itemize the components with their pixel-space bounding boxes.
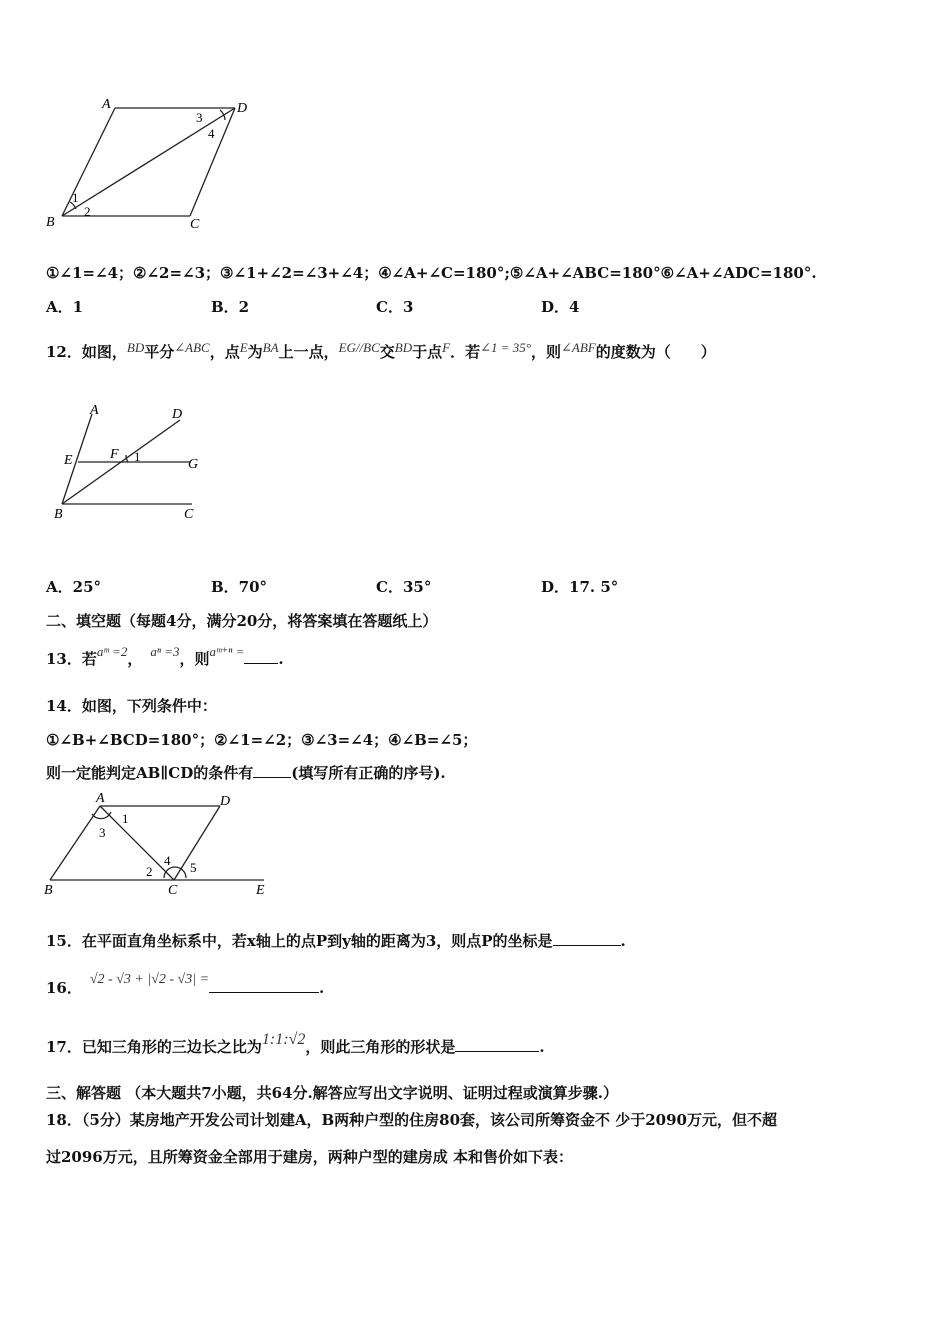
q12-option-c: C．35° <box>376 578 432 596</box>
q13-expr-2: aⁿ =3 <box>150 644 180 659</box>
q11-option-b: B．2 <box>211 298 250 316</box>
angle-2-label: 2 <box>84 204 91 219</box>
q14-title: 14．如图，下列条件中： <box>46 697 217 715</box>
label-G: G <box>188 457 199 472</box>
q16-answer-blank <box>209 978 319 993</box>
label-C: C <box>168 883 178 898</box>
label-D: D <box>172 407 183 422</box>
q13-expr-3: aᵐ⁺ⁿ = <box>209 644 245 659</box>
angle-4-label: 4 <box>208 126 215 141</box>
label-A: A <box>90 403 99 418</box>
label-B: B <box>44 883 53 898</box>
q11-option-c: C．3 <box>376 298 414 316</box>
angle-1-label: 1 <box>72 190 79 205</box>
q15-answer-blank <box>553 931 621 946</box>
q11-option-a: A．1 <box>46 298 84 316</box>
label-C: C <box>190 217 200 232</box>
label-D: D <box>237 101 248 116</box>
q14-conditions: ①∠B+∠BCD=180°；②∠1=∠2；③∠3=∠4；④∠B=∠5； <box>46 731 478 749</box>
q12-stem: 12．如图，BD平分∠ABC，点E为BA上一点，EG//BC交BD于点F．若∠1 = 35°，则∠ABF的度数为（ ） <box>46 340 716 361</box>
angle-2-label: 2 <box>146 864 153 879</box>
angle-3-label: 3 <box>99 825 106 840</box>
q17-ratio: 1:1:√2 <box>261 1031 306 1048</box>
section-3-heading: 三、解答题 （本大题共7小题，共64分.解答应写出文字说明、证明过程或演算步骤.） <box>46 1084 618 1102</box>
q13-expr-1: aᵐ =2 <box>96 644 128 659</box>
angle-1-label: 1 <box>122 811 129 826</box>
q18-line-2: 过2096万元，且所筹资金全部用于建房，两种户型的建房成 本和售价如下表： <box>46 1148 573 1166</box>
label-E: E <box>64 453 73 468</box>
label-A: A <box>96 791 105 806</box>
angle-1-label: 1 <box>134 449 141 464</box>
q12-option-d: D．17. 5° <box>541 578 619 596</box>
angle-4-label: 4 <box>164 853 171 868</box>
label-E: E <box>256 883 265 898</box>
q11-option-d: D．4 <box>541 298 580 316</box>
q15-stem: 15．在平面直角坐标系中，若x轴上的点P到y轴的距离为3，则点P的坐标是 . <box>46 932 626 950</box>
q14-question: 则一定能判定AB∥CD的条件有 (填写所有正确的序号). <box>46 764 446 782</box>
q17-stem: 17．已知三角形的三边长之比为1:1:√2，则此三角形的形状是 . <box>46 1031 545 1056</box>
parallelogram-figure <box>40 96 260 236</box>
q12-option-a: A．25° <box>46 578 102 596</box>
q18-line-1: 18．（5分）某房地产开发公司计划建A，B两种户型的住房80套，该公司所筹资金不 少于2090万元，但不超 <box>46 1111 777 1129</box>
q13-answer-blank <box>244 649 278 664</box>
angle-5-label: 5 <box>190 860 197 875</box>
q17-answer-blank <box>455 1037 539 1052</box>
section-2-heading: 二、填空题（每题4分，满分20分，将答案填在答题纸上） <box>46 612 438 630</box>
q12-option-b: B．70° <box>211 578 268 596</box>
angle-3-label: 3 <box>196 110 203 125</box>
label-A: A <box>102 97 111 112</box>
q16-expression: √2 - √3 + |√2 - √3| = <box>89 972 210 987</box>
q14-answer-blank <box>253 763 291 778</box>
q12-bd: BD <box>126 340 145 355</box>
label-B: B <box>54 507 63 522</box>
q12-angle-abc: ∠ABC <box>174 340 210 355</box>
trapezoid-figure <box>40 788 280 900</box>
angle-bisector-figure <box>50 400 220 530</box>
label-F: F <box>110 447 119 462</box>
label-B: B <box>46 215 55 230</box>
q16-stem: 16． √2 - √3 + |√2 - √3| = . <box>46 972 325 997</box>
label-D: D <box>220 794 231 809</box>
label-C: C <box>184 507 194 522</box>
q11-conditions: ①∠1=∠4；②∠2=∠3；③∠1+∠2=∠3+∠4；④∠A+∠C=180°;⑤∠A+∠ABC=180°⑥∠A+∠ADC=180°. <box>46 264 817 282</box>
q13-stem: 13．若aᵐ =2， aⁿ =3，则aᵐ⁺ⁿ = . <box>46 644 284 668</box>
